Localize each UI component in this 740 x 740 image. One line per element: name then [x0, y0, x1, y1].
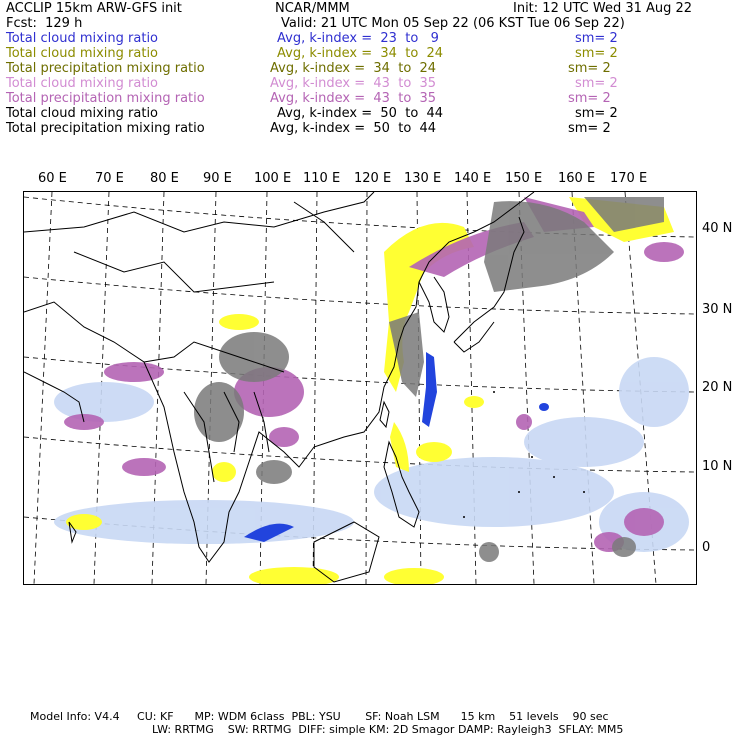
field-avg: Avg, k-index = 50 to 44 — [277, 106, 444, 121]
lon-label: 60 E — [38, 171, 67, 186]
field-name: Total precipitation mixing ratio — [6, 61, 205, 76]
border — [24, 192, 374, 232]
lon-label: 160 E — [558, 171, 596, 186]
lon-label: 100 E — [254, 171, 292, 186]
field-avg: Avg, k-index = 34 to 24 — [277, 46, 444, 61]
field-sm: sm= 2 — [568, 61, 611, 76]
field-sm: sm= 2 — [568, 121, 611, 136]
field-avg: Avg, k-index = 23 to 9 — [277, 31, 439, 46]
lon-label: 120 E — [354, 171, 392, 186]
lat-label: 20 N — [702, 380, 733, 395]
model-info-line1: Model Info: V4.4 CU: KF MP: WDM 6class PBL: YSU SF: Noah LSM 15 km 51 levels 90 sec — [30, 710, 609, 723]
light-blue-shading — [54, 357, 689, 552]
coastline — [454, 322, 494, 352]
field-sm: sm= 2 — [575, 106, 618, 121]
lon-label: 70 E — [95, 171, 124, 186]
field-avg: Avg, k-index = 43 to 35 — [270, 76, 437, 91]
border — [74, 252, 274, 292]
field-sm: sm= 2 — [575, 46, 618, 61]
lat-label: 10 N — [702, 459, 733, 474]
map-panel — [23, 191, 697, 585]
valid-time: Valid: 21 UTC Mon 05 Sep 22 (06 KST Tue 06 Sep 22) — [281, 16, 625, 31]
org-label: NCAR/MMM — [275, 1, 350, 16]
field-name: Total cloud mixing ratio — [6, 31, 159, 46]
lon-label: 110 E — [303, 171, 341, 186]
init-time: Init: 12 UTC Wed 31 Aug 22 — [513, 1, 693, 16]
coastline — [419, 277, 449, 332]
field-avg: Avg, k-index = 50 to 44 — [270, 121, 437, 136]
lon-label: 80 E — [150, 171, 179, 186]
meridian — [34, 192, 52, 584]
lon-label: 170 E — [610, 171, 648, 186]
lat-label: 40 N — [702, 221, 733, 236]
model-title: ACCLIP 15km ARW-GFS init — [6, 1, 182, 16]
lon-label: 140 E — [454, 171, 492, 186]
lon-label: 150 E — [505, 171, 543, 186]
lon-label: 130 E — [404, 171, 442, 186]
field-avg: Avg, k-index = 43 to 35 — [270, 91, 437, 106]
map-canvas — [24, 192, 696, 584]
field-name: Total cloud mixing ratio — [6, 76, 159, 91]
forecast-hour: Fcst: 129 h — [6, 16, 83, 31]
lat-label: 0 — [702, 540, 711, 555]
coastline — [380, 402, 389, 427]
field-sm: sm= 2 — [575, 76, 618, 91]
border — [294, 202, 354, 252]
field-name: Total precipitation mixing ratio — [6, 91, 205, 106]
field-sm: sm= 2 — [575, 31, 618, 46]
model-info-line2: LW: RRTMG SW: RRTMG DIFF: simple KM: 2D Smagor DAMP: Rayleigh3 SFLAY: MM5 — [152, 723, 624, 736]
meridian — [366, 192, 367, 584]
field-sm: sm= 2 — [568, 91, 611, 106]
field-name: Total cloud mixing ratio — [6, 46, 159, 61]
lon-label: 90 E — [203, 171, 232, 186]
field-name: Total cloud mixing ratio — [6, 106, 159, 121]
lat-label: 30 N — [702, 302, 733, 317]
field-name: Total precipitation mixing ratio — [6, 121, 205, 136]
parallel — [24, 277, 696, 314]
field-avg: Avg, k-index = 34 to 24 — [270, 61, 437, 76]
